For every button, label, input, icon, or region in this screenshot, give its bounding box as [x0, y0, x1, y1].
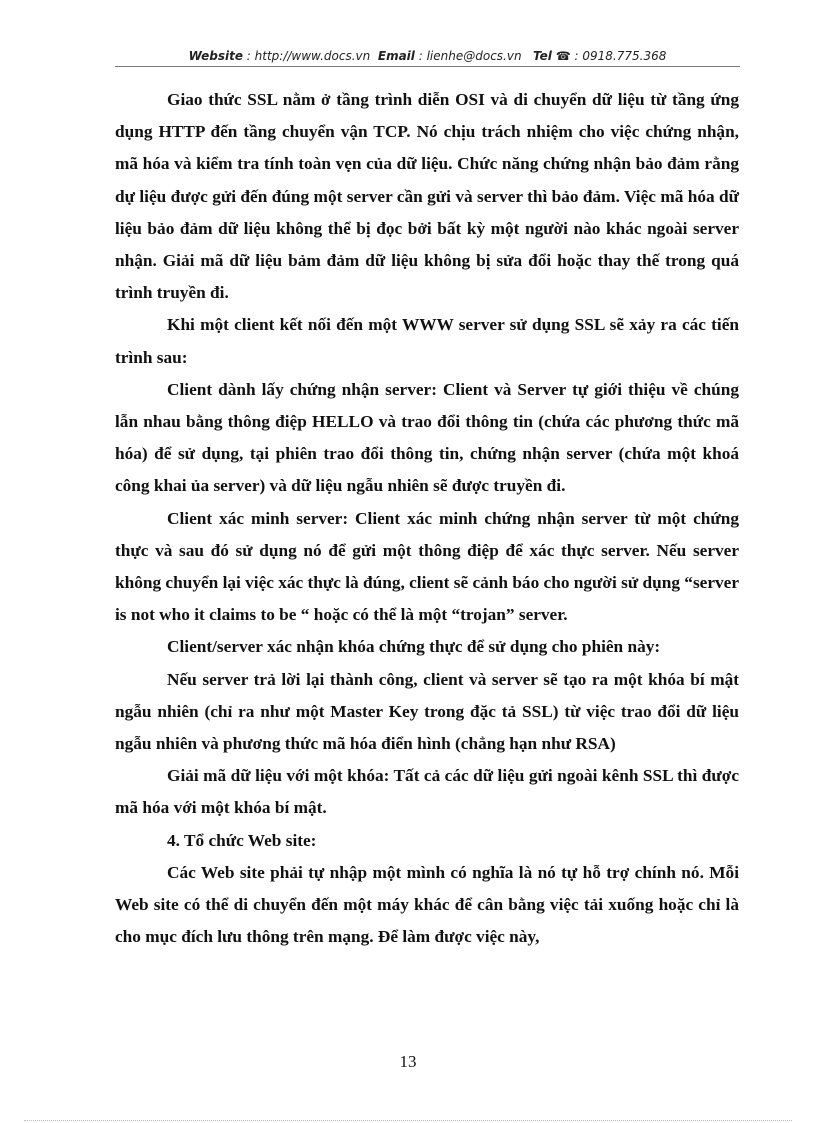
- email-label: Email: [377, 49, 415, 63]
- tel-value: : 0918.775.368: [574, 49, 667, 63]
- page-header: [115, 46, 740, 67]
- website-label: Website: [188, 49, 243, 63]
- tel-label: Tel: [533, 49, 552, 63]
- footer-divider: [24, 1120, 792, 1121]
- paragraph-key-confirm: Client/server xác nhận khóa chứng thực để sử dụng cho phiên này:: [167, 637, 661, 657]
- document-body: [115, 84, 739, 953]
- paragraph-client-connect: Khi một client kết nối đến một WWW server sử dụng SSL sẽ xảy ra các tiến trình sau:: [115, 315, 739, 367]
- paragraph-server-reply: Nếu server trả lời lại thành công, client và server sẽ tạo ra một khóa bí mật ngẫu nhiên (chỉ ra như một Master Key trong đặc tả SSL) từ việc trao đổi dữ liệu ngẫu nhiên và phương thức mã hóa điển hình (chẳng hạn như RSA): [115, 669, 739, 754]
- section-heading: 4. Tổ chức Web site:: [167, 830, 317, 850]
- phone-icon: ☎: [555, 49, 571, 63]
- page-number: 13: [399, 1052, 417, 1071]
- website-value: : http://www.docs.vn: [246, 49, 371, 63]
- email-value: : lienhe@docs.vn: [418, 49, 522, 63]
- paragraph-decrypt: Giải mã dữ liệu với một khóa: Tất cả các dữ liệu gửi ngoài kênh SSL thì được mã hóa với một khóa bí mật.: [115, 766, 739, 818]
- paragraph-client-get-cert: Client dành lấy chứng nhận server: Client và Server tự giới thiệu về chúng lẫn nhau bằng thông điệp HELLO và trao đổi thông tin (chứa các phương thức mã hóa) để sử dụng, tại phiên trao đổi thông tin, chứng nhận server (chứa một khoá công khai ủa server) và dữ liệu ngẫu nhiên sẽ được truyền đi.: [115, 379, 739, 496]
- paragraph-web-site: Các Web site phải tự nhập một mình có nghĩa là nó tự hỗ trợ chính nó. Mỗi Web site có thể di chuyển đến một máy khác để cân bằng việc tải xuống hoặc chỉ là cho mục đích lưu thông trên mạng. Để làm được việc này,: [115, 862, 739, 947]
- paragraph-client-verify: Client xác minh server: Client xác minh chứng nhận server từ một chứng thực và sau đó sử dụng nó để gửi một thông điệp để xác thực server. Nếu server không chuyển lại việc xác thực là đúng, client sẽ cảnh báo cho người sử dụng “server is not who it claims to be “ hoặc có thể là một “trojan” server.: [115, 508, 739, 625]
- paragraph-ssl-intro: Giao thức SSL nằm ở tầng trình diễn OSI và di chuyển dữ liệu từ tầng ứng dụng HTTP đến tầng chuyển vận TCP. Nó chịu trách nhiệm cho việc chứng nhận, mã hóa và kiểm tra tính toàn vẹn của dữ liệu. Chức năng chứng nhận bảo đảm rằng dự liệu được gửi đến đúng một server cần gửi và server thì bảo đảm. Việc mã hóa dữ liệu bảo đảm dữ liệu không thể bị đọc bởi bất kỳ một người nào khác ngoài server nhận. Giải mã dữ liệu bảm đảm dữ liệu không bị sửa đổi hoặc thay thế trong quá trình truyền đi.: [115, 90, 739, 303]
